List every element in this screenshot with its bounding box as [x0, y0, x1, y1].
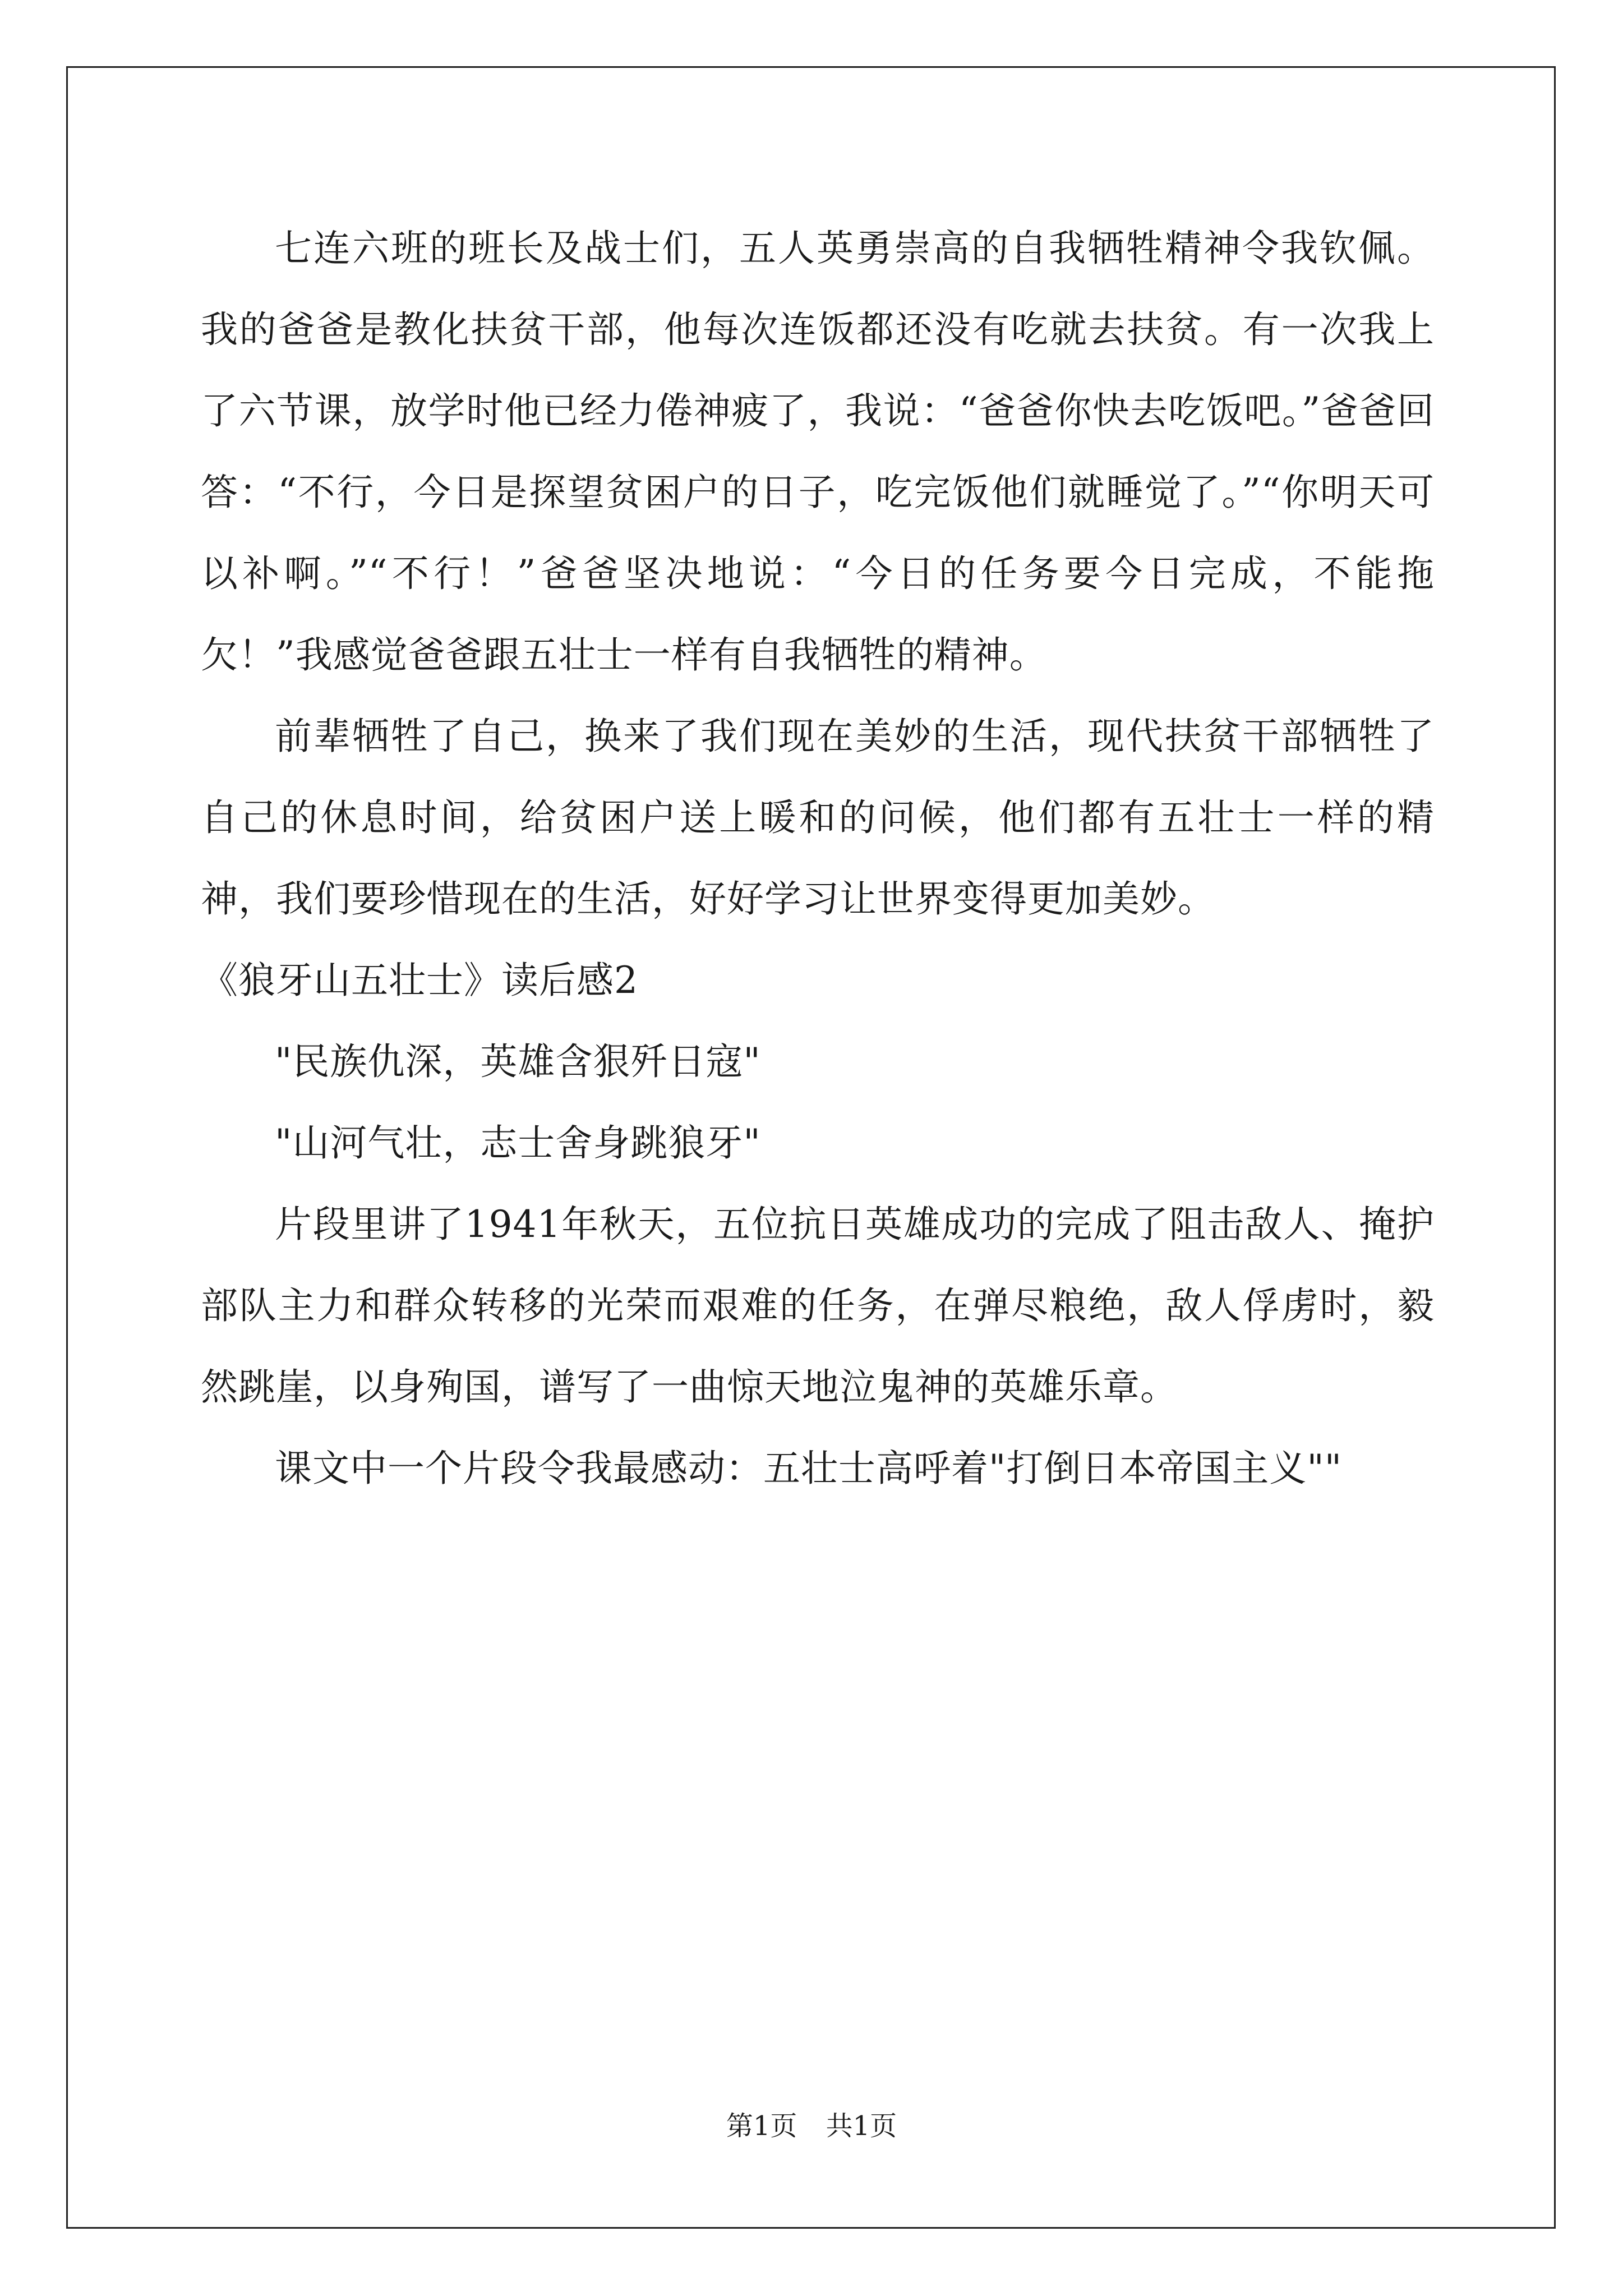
- couplet-line-1: "民族仇深，英雄含狠歼日寇": [275, 1040, 761, 1083]
- paragraph-story-summary: 片段里讲了1941年秋天，五位抗日英雄成功的完成了阻击敌人、掩护部队主力和群众转移的光荣而艰难的任务，在弹尽粮绝，敌人俘虏时，毅然跳崖，以身殉国，谱写了一曲惊天地泣鬼神的英雄乐章。: [201, 1203, 1435, 1409]
- couplet-line-2: "山河气壮，志士舍身跳狼牙": [275, 1121, 761, 1165]
- page-number: 第1页: [726, 2110, 797, 2142]
- paragraph-predecessors: 前辈牺牲了自己，换来了我们现在美妙的生活，现代扶贫干部牺牲了自己的休息时间，给贫困户送上暖和的问候，他们都有五壮士一样的精神，我们要珍惜现在的生活，好好学习让世界变得更加美妙。: [201, 715, 1435, 921]
- paragraph-most-moving: 课文中一个片段令我最感动：五壮士高呼着"打倒日本帝国主义"": [275, 1447, 1343, 1490]
- page-footer: [0, 2109, 1623, 2143]
- page-total: 共1页: [826, 2110, 897, 2142]
- paragraph-father-sacrifice: 七连六班的班长及战士们，五人英勇崇高的自我牺牲精神令我钦佩。我的爸爸是教化扶贫干部，他每次连饭都还没有吃就去扶贫。有一次我上了六节课，放学时他已经力倦神疲了，我说：“爸爸你快去吃饭吧。”爸爸回答：“不行，今日是探望贫困户的日子，吃完饭他们就睡觉了。”“你明天可以补啊。”“不行！”爸爸坚决地说：“今日的任务要今日完成，不能拖欠！”我感觉爸爸跟五壮士一样有自我牺牲的精神。: [201, 227, 1435, 677]
- section-heading: 《狼牙山五壮士》读后感2: [201, 959, 638, 1002]
- document-body: [201, 208, 1435, 1509]
